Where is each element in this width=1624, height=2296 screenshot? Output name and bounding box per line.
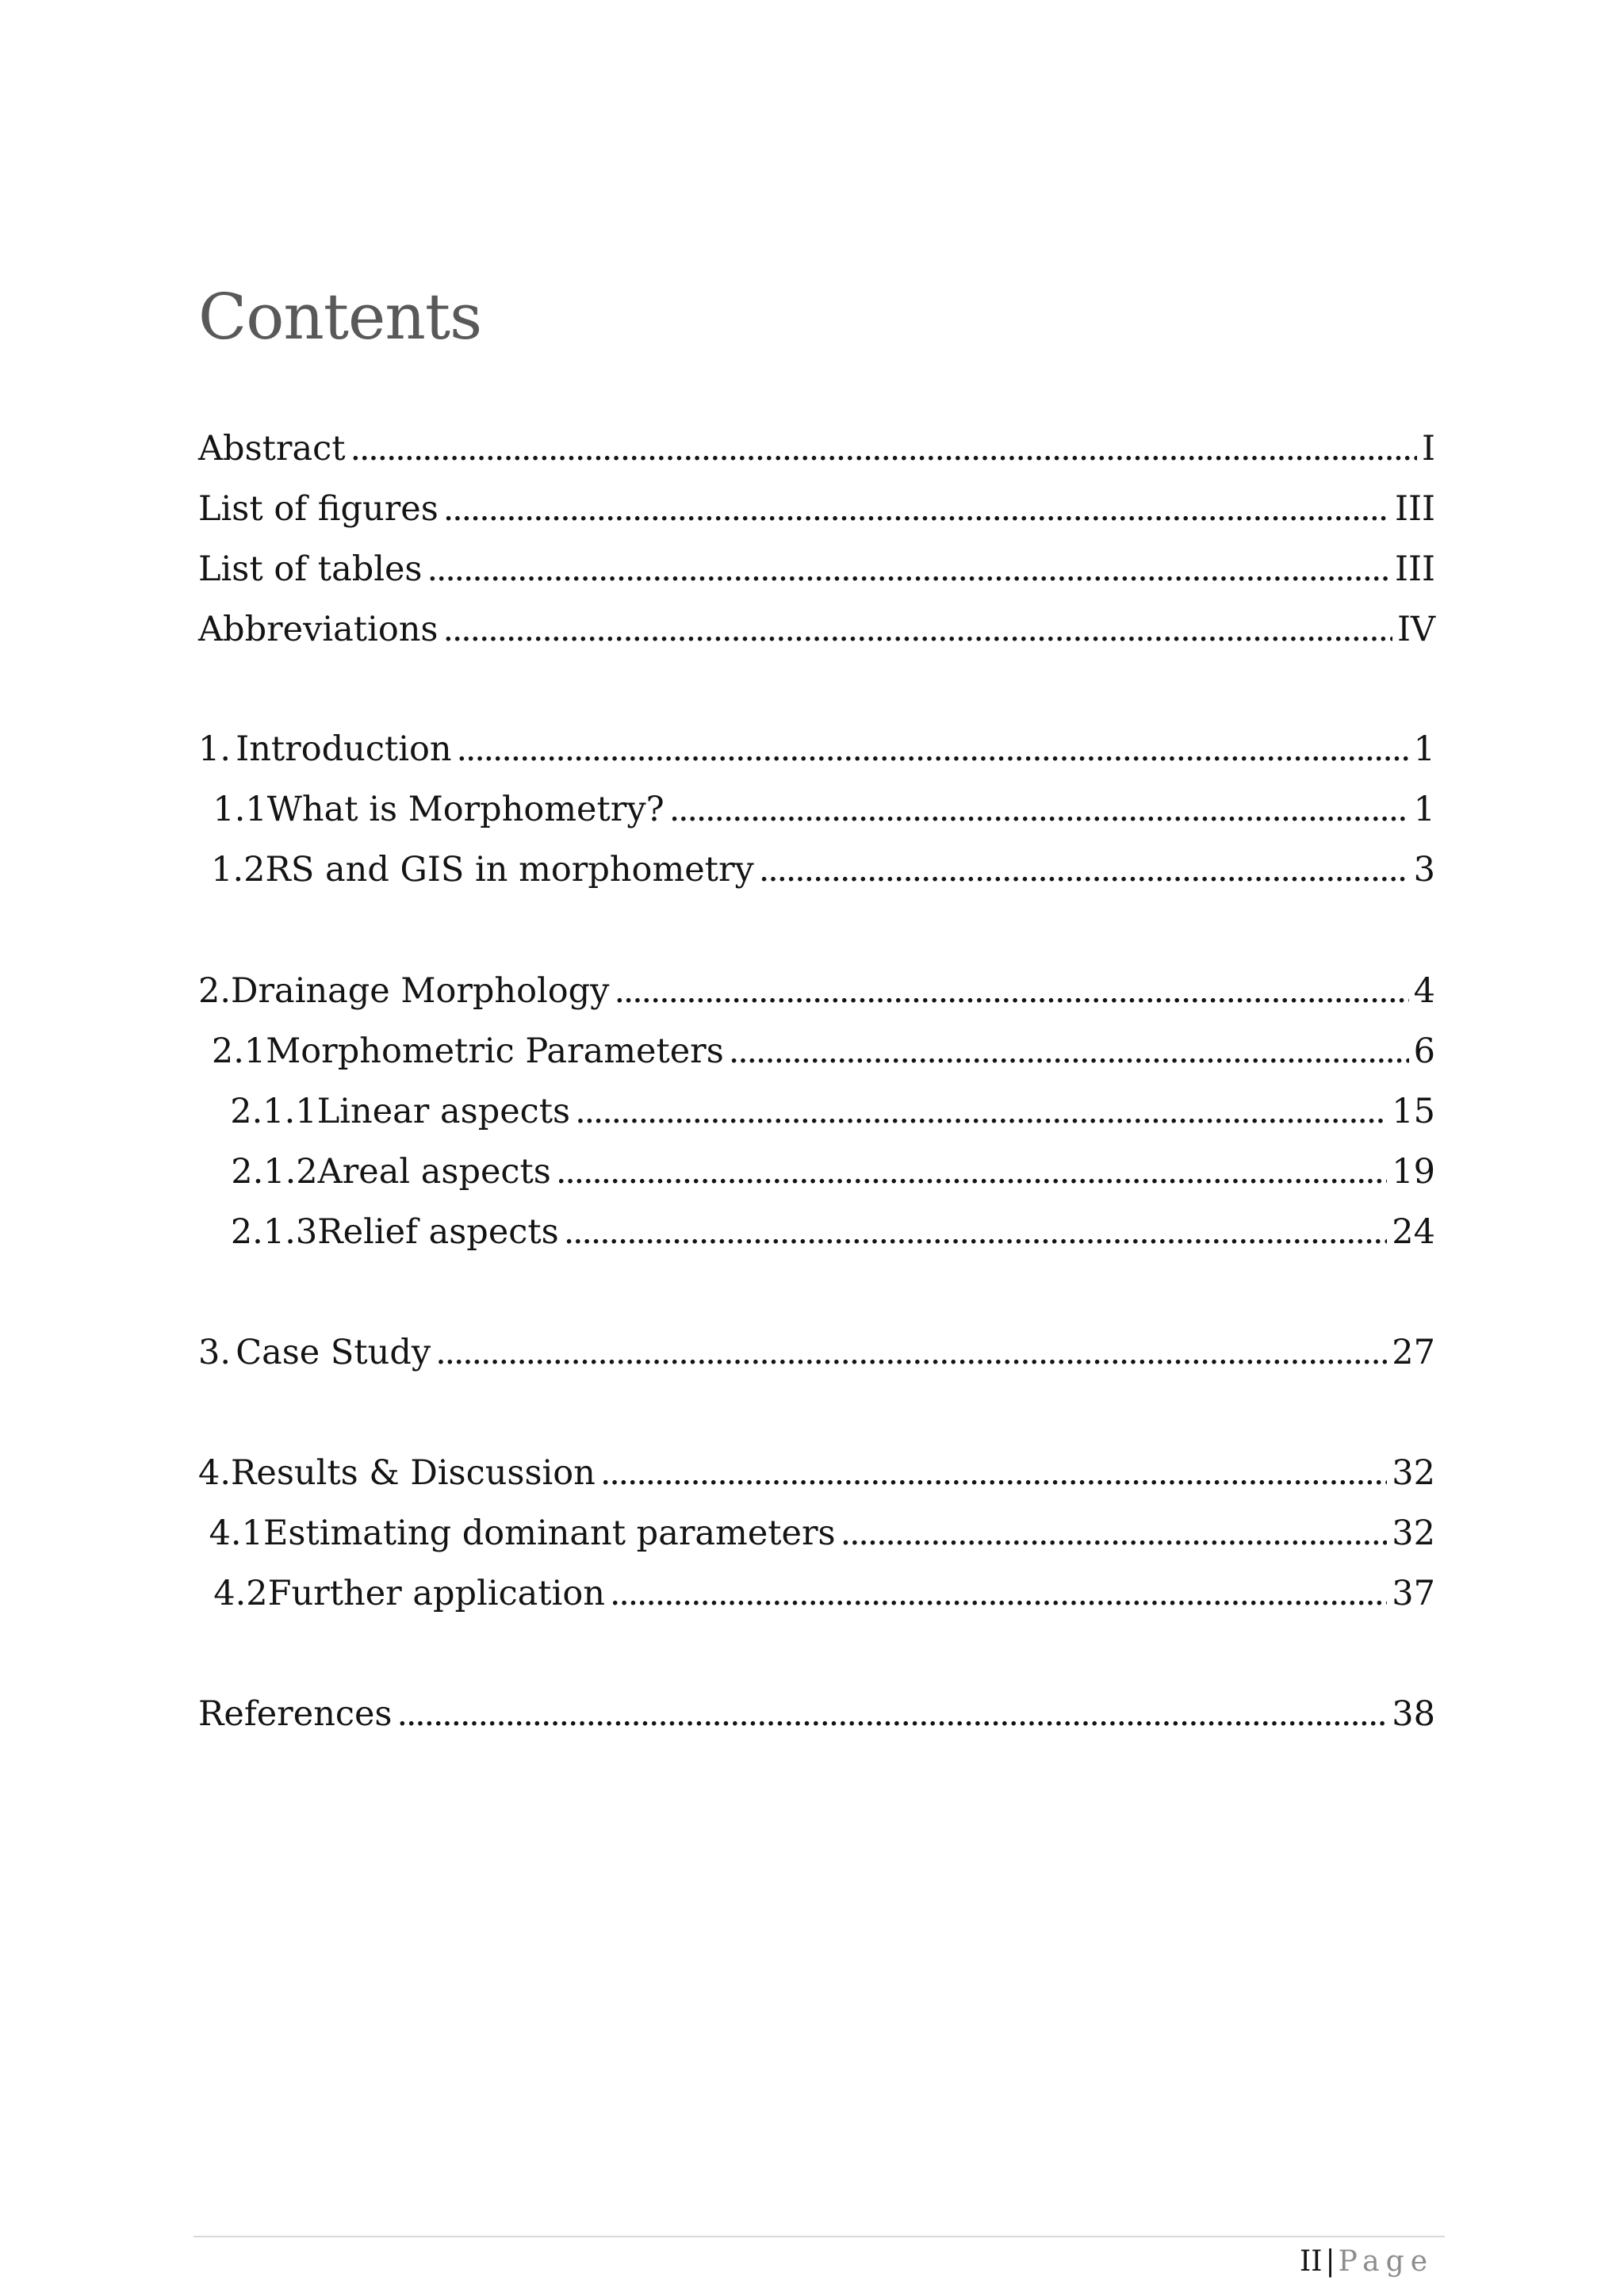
toc-entry-label: RS and GIS in morphometry bbox=[265, 850, 754, 890]
footer-page-number: II bbox=[1299, 2245, 1323, 2278]
toc-entry-label: List of tables bbox=[198, 549, 423, 589]
dot-leader bbox=[350, 426, 1417, 472]
toc-entry-label: Linear aspects bbox=[316, 1092, 571, 1131]
toc-entry-estimating-dominant-parameters[interactable] bbox=[198, 1510, 1435, 1556]
dot-leader bbox=[396, 1691, 1387, 1737]
page-title: Contents bbox=[198, 280, 482, 354]
toc-entry-list-of-tables[interactable] bbox=[198, 546, 1435, 592]
toc-entry-morphometric-parameters[interactable] bbox=[198, 1028, 1435, 1074]
toc-entry-page: 1 bbox=[1413, 729, 1435, 769]
dot-leader bbox=[442, 607, 1392, 652]
page-footer bbox=[1300, 2245, 1434, 2278]
toc-entry-page: 6 bbox=[1413, 1031, 1435, 1071]
toc-entry-linear-aspects[interactable] bbox=[198, 1089, 1435, 1135]
toc-entry-label: Case Study bbox=[236, 1333, 431, 1372]
toc-entry-label: Introduction bbox=[236, 729, 452, 769]
toc-entry-page: 1 bbox=[1413, 790, 1435, 829]
toc-entry-label: Areal aspects bbox=[317, 1152, 551, 1192]
toc-entry-label: Abstract bbox=[198, 429, 346, 469]
toc-entry-page: III bbox=[1395, 489, 1435, 529]
dot-leader bbox=[435, 1330, 1387, 1376]
footer-page-word: Page bbox=[1338, 2245, 1434, 2278]
toc-entry-label: Results & Discussion bbox=[231, 1453, 596, 1493]
dot-leader bbox=[614, 968, 1408, 1014]
toc-entry-relief-aspects[interactable] bbox=[198, 1209, 1435, 1255]
toc-entry-page: 15 bbox=[1392, 1092, 1435, 1131]
toc-entry-page: 19 bbox=[1392, 1152, 1435, 1192]
toc-entry-number: 2. bbox=[198, 971, 232, 1011]
dot-leader bbox=[556, 1149, 1387, 1195]
toc-entry-what-is-morphometry[interactable] bbox=[198, 786, 1435, 832]
toc-entry-references[interactable] bbox=[198, 1691, 1435, 1737]
toc-entry-page: 38 bbox=[1392, 1694, 1435, 1734]
footer-separator: | bbox=[1325, 2245, 1335, 2278]
toc-entry-number: 2.1.1 bbox=[230, 1092, 317, 1131]
toc-entry-label: What is Morphometry? bbox=[266, 790, 665, 829]
toc-entry-number: 4.1 bbox=[209, 1513, 263, 1553]
dot-leader bbox=[457, 726, 1409, 772]
toc-entry-case-study[interactable] bbox=[198, 1330, 1435, 1376]
toc-entry-page: III bbox=[1395, 549, 1435, 589]
toc-entry-number: 3. bbox=[198, 1333, 232, 1372]
dot-leader bbox=[443, 486, 1390, 532]
toc-entry-page: 24 bbox=[1392, 1212, 1435, 1252]
footer-divider bbox=[193, 2236, 1445, 2237]
dot-leader bbox=[610, 1571, 1387, 1617]
dot-leader bbox=[759, 847, 1409, 893]
toc-entry-label: Estimating dominant parameters bbox=[262, 1513, 836, 1553]
toc-entry-list-of-figures[interactable] bbox=[198, 486, 1435, 532]
toc-entry-number: 4.2 bbox=[213, 1574, 268, 1613]
toc-entry-number: 2.1.2 bbox=[231, 1152, 318, 1192]
toc-entry-label: Morphometric Parameters bbox=[266, 1031, 724, 1071]
toc-entry-page: 3 bbox=[1413, 850, 1435, 890]
toc-entry-page: 37 bbox=[1392, 1574, 1435, 1613]
dot-leader bbox=[841, 1510, 1388, 1556]
toc-entry-number: 1. bbox=[198, 729, 232, 769]
dot-leader bbox=[669, 786, 1409, 832]
toc-entry-label: Drainage Morphology bbox=[231, 971, 610, 1011]
dot-leader bbox=[729, 1028, 1409, 1074]
dot-leader bbox=[564, 1209, 1388, 1255]
toc-entry-label: Further application bbox=[267, 1574, 605, 1613]
toc-entry-number: 1.2 bbox=[211, 850, 266, 890]
dot-leader bbox=[575, 1089, 1387, 1135]
toc-entry-label: List of figures bbox=[198, 489, 439, 529]
toc-entry-areal-aspects[interactable] bbox=[198, 1149, 1435, 1195]
toc-entry-label: Relief aspects bbox=[317, 1212, 559, 1252]
toc-entry-page: 27 bbox=[1392, 1333, 1435, 1372]
toc-entry-abbreviations[interactable] bbox=[198, 607, 1435, 652]
toc-entry-page: I bbox=[1422, 429, 1435, 469]
toc-entry-further-application[interactable] bbox=[198, 1571, 1435, 1617]
toc-entry-results-discussion[interactable] bbox=[198, 1450, 1435, 1496]
toc-entry-page: 32 bbox=[1392, 1453, 1435, 1493]
toc-entry-label: Abbreviations bbox=[198, 610, 439, 649]
toc-entry-page: 32 bbox=[1392, 1513, 1435, 1553]
toc-entry-number: 2.1 bbox=[211, 1031, 266, 1071]
toc-entry-number: 2.1.3 bbox=[230, 1212, 318, 1252]
toc-entry-page: 4 bbox=[1413, 971, 1435, 1011]
dot-leader bbox=[600, 1450, 1387, 1496]
toc-entry-label: References bbox=[198, 1694, 393, 1734]
toc-entry-rs-and-gis[interactable] bbox=[198, 847, 1435, 893]
toc-entry-number: 4. bbox=[198, 1453, 232, 1493]
toc-entry-page: IV bbox=[1396, 610, 1435, 649]
toc-entry-drainage-morphology[interactable] bbox=[198, 968, 1435, 1014]
toc-entry-abstract[interactable] bbox=[198, 426, 1435, 472]
toc-entry-introduction[interactable] bbox=[198, 726, 1435, 772]
toc-entry-number: 1.1 bbox=[213, 790, 267, 829]
dot-leader bbox=[427, 546, 1391, 592]
